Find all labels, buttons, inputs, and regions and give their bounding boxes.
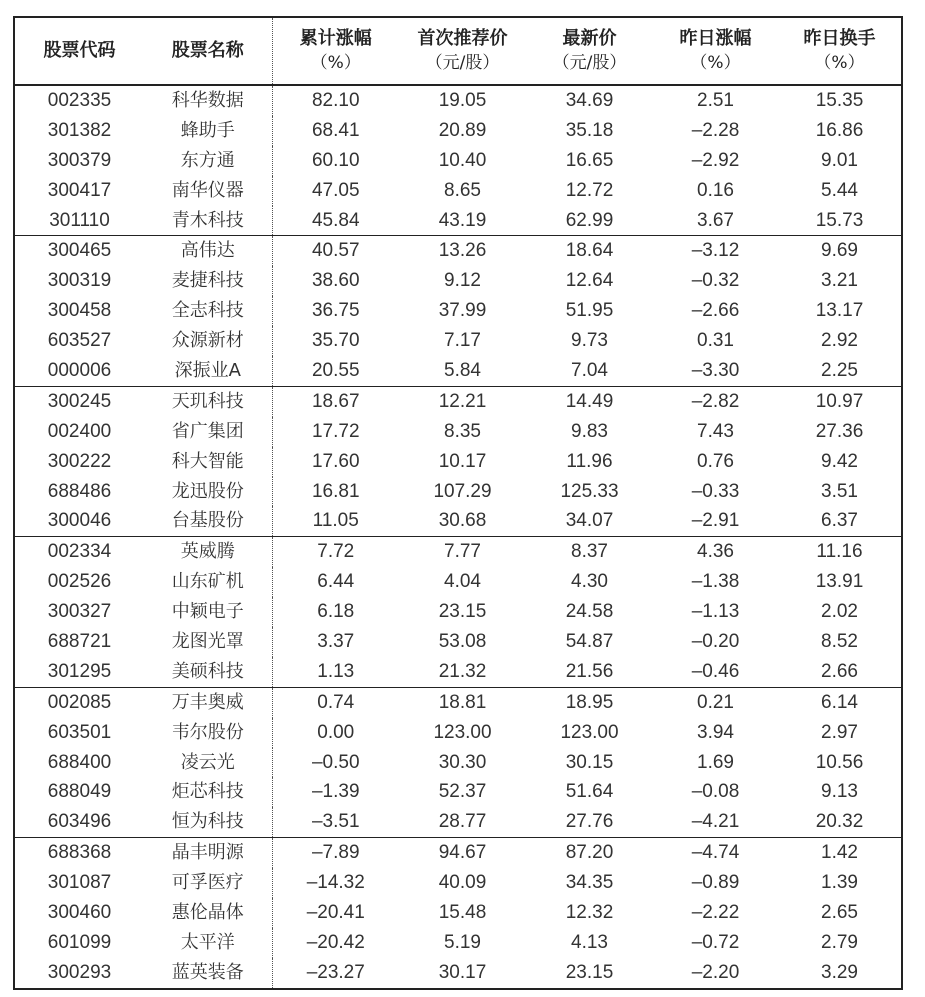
stock-name-cell: 凌云光 bbox=[144, 748, 272, 778]
cumulative-gain-cell: –7.89 bbox=[311, 842, 360, 864]
yesterday-change-cell: 0.21 bbox=[697, 691, 734, 713]
table-row bbox=[14, 537, 902, 567]
cumulative-gain-cell: 45.84 bbox=[272, 206, 399, 236]
stock-name-cell: 科大智能 bbox=[144, 447, 272, 477]
yesterday-turnover-cell: 6.37 bbox=[778, 506, 902, 536]
yesterday-turnover-cell: 1.39 bbox=[821, 872, 858, 894]
stock-name-cell: 万丰奥威 bbox=[144, 687, 272, 717]
yesterday-turnover-cell: 10.97 bbox=[815, 390, 864, 412]
stock-name-cell: 科华数据 bbox=[144, 85, 272, 116]
first-recommend-price-cell: 5.84 bbox=[399, 356, 526, 386]
table-row bbox=[14, 176, 902, 206]
first-recommend-price-cell: 40.09 bbox=[438, 872, 487, 894]
table-row bbox=[14, 146, 902, 176]
stock-name-cell: 太平洋 bbox=[144, 928, 272, 958]
stock-name-cell: 山东矿机 bbox=[144, 567, 272, 597]
table-row bbox=[14, 567, 902, 597]
yesterday-turnover-cell: 27.36 bbox=[815, 420, 864, 442]
yesterday-change-cell: 3.94 bbox=[697, 721, 734, 743]
yesterday-change-cell: –2.91 bbox=[653, 506, 778, 536]
header-label: 首次推荐价 bbox=[417, 28, 508, 49]
yesterday-change-cell: –3.12 bbox=[691, 240, 740, 262]
stock-name-cell: 中颖电子 bbox=[144, 597, 272, 627]
header-label: 股票名称 bbox=[171, 40, 244, 61]
latest-price-cell: 54.87 bbox=[565, 630, 614, 652]
table-row bbox=[14, 477, 902, 507]
yesterday-turnover-cell: 15.35 bbox=[815, 89, 864, 111]
yesterday-turnover-cell: 3.21 bbox=[821, 270, 858, 292]
stock-code-cell: 300379 bbox=[47, 149, 112, 171]
stock-name-cell: 东方通 bbox=[144, 146, 272, 176]
yesterday-change-cell: –1.38 bbox=[691, 571, 740, 593]
stock-code-cell: 300319 bbox=[47, 270, 112, 292]
latest-price-cell: 11.96 bbox=[566, 450, 613, 472]
cumulative-gain-cell: –20.41 bbox=[306, 901, 365, 923]
first-recommend-price-cell: 37.99 bbox=[438, 300, 487, 322]
header-label: 股票代码 bbox=[43, 40, 116, 61]
cumulative-gain-cell: 18.67 bbox=[311, 390, 360, 412]
latest-price-cell: 87.20 bbox=[565, 842, 614, 864]
cumulative-gain-cell: 68.41 bbox=[311, 119, 360, 141]
yesterday-turnover-cell: 11.16 bbox=[816, 541, 863, 563]
stock-name-cell: 麦捷科技 bbox=[144, 266, 272, 296]
latest-price-cell: 62.99 bbox=[526, 206, 653, 236]
yesterday-change-cell: 2.51 bbox=[697, 89, 734, 111]
latest-price-cell: 34.69 bbox=[565, 89, 614, 111]
stock-code-cell: 688721 bbox=[47, 630, 112, 652]
latest-price-cell: 12.72 bbox=[565, 179, 614, 201]
stock-name-cell: 南华仪器 bbox=[144, 176, 272, 206]
table-row bbox=[14, 657, 902, 687]
first-recommend-price-cell: 30.17 bbox=[438, 961, 487, 983]
first-recommend-price-cell: 52.37 bbox=[438, 781, 487, 803]
stock-code-cell: 301382 bbox=[47, 119, 112, 141]
first-recommend-price-cell: 18.81 bbox=[438, 691, 487, 713]
yesterday-change-cell: –2.92 bbox=[691, 149, 740, 171]
yesterday-change-cell: 4.36 bbox=[697, 541, 734, 563]
cumulative-gain-cell: 6.18 bbox=[317, 601, 355, 623]
table-row bbox=[14, 356, 902, 386]
header-cumulative-gain bbox=[272, 17, 399, 85]
cumulative-gain-cell: 1.13 bbox=[272, 657, 399, 687]
stock-name-cell: 青木科技 bbox=[144, 206, 272, 236]
yesterday-turnover-cell: 10.56 bbox=[815, 751, 864, 773]
header-label: 昨日涨幅 bbox=[679, 28, 752, 49]
table-row bbox=[14, 748, 902, 778]
yesterday-change-cell: 3.67 bbox=[653, 206, 778, 236]
cumulative-gain-cell: 17.60 bbox=[311, 450, 360, 472]
stock-name-cell: 天玑科技 bbox=[144, 386, 272, 416]
latest-price-cell: 125.33 bbox=[560, 480, 619, 502]
header-unit: （%） bbox=[690, 53, 741, 73]
header-label: 最新价 bbox=[562, 28, 617, 49]
cumulative-gain-cell: 40.57 bbox=[311, 240, 360, 262]
yesterday-change-cell: –2.20 bbox=[691, 961, 740, 983]
table-body bbox=[14, 85, 902, 989]
cumulative-gain-cell: 6.44 bbox=[317, 571, 355, 593]
latest-price-cell: 12.32 bbox=[565, 901, 614, 923]
cumulative-gain-cell: –1.39 bbox=[311, 781, 360, 803]
yesterday-turnover-cell: 3.29 bbox=[821, 961, 858, 983]
header-first-recommend-price bbox=[399, 17, 526, 85]
table-row bbox=[14, 838, 902, 868]
yesterday-turnover-cell: 3.51 bbox=[821, 480, 858, 502]
table-row bbox=[14, 627, 902, 657]
table-row bbox=[14, 266, 902, 296]
first-recommend-price-cell: 19.05 bbox=[438, 89, 487, 111]
yesterday-turnover-cell: 9.42 bbox=[821, 450, 858, 472]
yesterday-turnover-cell: 2.97 bbox=[821, 721, 858, 743]
header-stock-code bbox=[14, 17, 144, 85]
header-unit: （%） bbox=[814, 53, 865, 73]
first-recommend-price-cell: 12.21 bbox=[438, 390, 487, 412]
stock-code-cell: 000006 bbox=[14, 356, 144, 386]
stock-code-cell: 002085 bbox=[47, 691, 112, 713]
stock-code-cell: 603501 bbox=[47, 721, 112, 743]
first-recommend-price-cell: 30.30 bbox=[438, 751, 487, 773]
cumulative-gain-cell: 11.05 bbox=[272, 506, 399, 536]
latest-price-cell: 8.37 bbox=[571, 541, 608, 563]
yesterday-change-cell: –0.33 bbox=[691, 480, 740, 502]
table-row bbox=[14, 386, 902, 416]
table-row bbox=[14, 958, 902, 989]
cumulative-gain-cell: 16.81 bbox=[311, 480, 360, 502]
stock-code-cell: 601099 bbox=[47, 931, 112, 953]
table-row bbox=[14, 718, 902, 748]
table-row bbox=[14, 687, 902, 717]
header-unit: （元/股） bbox=[552, 53, 627, 73]
stock-code-cell: 300417 bbox=[47, 179, 112, 201]
stock-code-cell: 002526 bbox=[47, 571, 112, 593]
stock-name-cell: 蓝英装备 bbox=[144, 958, 272, 989]
latest-price-cell: 34.07 bbox=[526, 506, 653, 536]
first-recommend-price-cell: 5.19 bbox=[444, 931, 481, 953]
table-row bbox=[14, 807, 902, 837]
first-recommend-price-cell: 10.40 bbox=[438, 149, 487, 171]
stock-code-cell: 300327 bbox=[47, 601, 112, 623]
yesterday-turnover-cell: 2.25 bbox=[778, 356, 902, 386]
latest-price-cell: 34.35 bbox=[565, 872, 614, 894]
header-label: 累计涨幅 bbox=[299, 28, 372, 49]
stock-code-cell: 301110 bbox=[14, 206, 144, 236]
cumulative-gain-cell: 82.10 bbox=[311, 89, 360, 111]
latest-price-cell: 35.18 bbox=[565, 119, 614, 141]
yesterday-change-cell: 0.16 bbox=[697, 179, 734, 201]
first-recommend-price-cell: 7.17 bbox=[444, 330, 481, 352]
stock-code-cell: 688400 bbox=[47, 751, 112, 773]
yesterday-change-cell: –2.22 bbox=[691, 901, 740, 923]
latest-price-cell: 27.76 bbox=[526, 807, 653, 837]
latest-price-cell: 21.56 bbox=[526, 657, 653, 687]
latest-price-cell: 4.13 bbox=[571, 931, 608, 953]
yesterday-turnover-cell: 8.52 bbox=[821, 630, 858, 652]
yesterday-change-cell: 0.76 bbox=[697, 450, 734, 472]
cumulative-gain-cell: 38.60 bbox=[311, 270, 360, 292]
yesterday-turnover-cell: 9.01 bbox=[821, 149, 858, 171]
yesterday-change-cell: 7.43 bbox=[697, 420, 734, 442]
first-recommend-price-cell: 21.32 bbox=[399, 657, 526, 687]
stock-name-cell: 美硕科技 bbox=[144, 657, 272, 687]
stock-code-cell: 603496 bbox=[14, 807, 144, 837]
yesterday-change-cell: –0.32 bbox=[691, 270, 740, 292]
cumulative-gain-cell: 47.05 bbox=[311, 179, 360, 201]
yesterday-change-cell: 0.31 bbox=[697, 330, 734, 352]
latest-price-cell: 7.04 bbox=[526, 356, 653, 386]
stock-name-cell: 晶丰明源 bbox=[144, 838, 272, 868]
yesterday-change-cell: –0.46 bbox=[653, 657, 778, 687]
yesterday-turnover-cell: 2.02 bbox=[821, 601, 858, 623]
yesterday-turnover-cell: 2.65 bbox=[821, 901, 858, 923]
table-row bbox=[14, 206, 902, 236]
yesterday-turnover-cell: 13.91 bbox=[815, 571, 864, 593]
cumulative-gain-cell: 35.70 bbox=[311, 330, 360, 352]
first-recommend-price-cell: 123.00 bbox=[433, 721, 492, 743]
stock-name-cell: 惠伦晶体 bbox=[144, 898, 272, 928]
cumulative-gain-cell: –20.42 bbox=[306, 931, 365, 953]
latest-price-cell: 24.58 bbox=[565, 601, 614, 623]
latest-price-cell: 16.65 bbox=[565, 149, 614, 171]
table-row bbox=[14, 417, 902, 447]
table-row bbox=[14, 326, 902, 356]
first-recommend-price-cell: 8.65 bbox=[444, 179, 481, 201]
first-recommend-price-cell: 13.26 bbox=[438, 240, 487, 262]
header-row bbox=[14, 17, 902, 85]
cumulative-gain-cell: 60.10 bbox=[311, 149, 360, 171]
table-row bbox=[14, 85, 902, 116]
stock-code-cell: 300460 bbox=[47, 901, 112, 923]
yesterday-change-cell: –1.13 bbox=[691, 601, 740, 623]
header-stock-name bbox=[144, 17, 272, 85]
first-recommend-price-cell: 7.77 bbox=[444, 541, 481, 563]
first-recommend-price-cell: 20.89 bbox=[438, 119, 487, 141]
stock-code-cell: 002400 bbox=[47, 420, 112, 442]
table-row bbox=[14, 236, 902, 266]
yesterday-change-cell: –2.66 bbox=[691, 300, 740, 322]
yesterday-turnover-cell: 5.44 bbox=[821, 179, 858, 201]
latest-price-cell: 51.64 bbox=[565, 781, 614, 803]
yesterday-turnover-cell: 2.79 bbox=[821, 931, 858, 953]
latest-price-cell: 18.64 bbox=[565, 240, 614, 262]
cumulative-gain-cell: 7.72 bbox=[317, 541, 355, 563]
yesterday-change-cell: –0.72 bbox=[691, 931, 740, 953]
stock-code-cell: 603527 bbox=[47, 330, 112, 352]
first-recommend-price-cell: 107.29 bbox=[433, 480, 492, 502]
stock-code-cell: 002335 bbox=[47, 89, 112, 111]
stock-code-cell: 300293 bbox=[47, 961, 112, 983]
stock-code-cell: 688486 bbox=[47, 480, 112, 502]
first-recommend-price-cell: 53.08 bbox=[438, 630, 487, 652]
yesterday-change-cell: –4.21 bbox=[653, 807, 778, 837]
yesterday-change-cell: –4.74 bbox=[691, 842, 740, 864]
cumulative-gain-cell: 36.75 bbox=[311, 300, 360, 322]
yesterday-turnover-cell: 9.13 bbox=[821, 781, 858, 803]
stock-name-cell: 恒为科技 bbox=[144, 807, 272, 837]
first-recommend-price-cell: 8.35 bbox=[444, 420, 481, 442]
yesterday-turnover-cell: 1.42 bbox=[821, 842, 858, 864]
first-recommend-price-cell: 30.68 bbox=[399, 506, 526, 536]
yesterday-turnover-cell: 20.32 bbox=[778, 807, 902, 837]
stock-code-cell: 688368 bbox=[47, 842, 112, 864]
stock-code-cell: 300465 bbox=[47, 240, 112, 262]
stock-name-cell: 英威腾 bbox=[144, 537, 272, 567]
table-row bbox=[14, 597, 902, 627]
latest-price-cell: 12.64 bbox=[565, 270, 614, 292]
stock-code-cell: 300245 bbox=[47, 390, 112, 412]
yesterday-turnover-cell: 2.66 bbox=[778, 657, 902, 687]
latest-price-cell: 23.15 bbox=[565, 961, 614, 983]
cumulative-gain-cell: –14.32 bbox=[306, 872, 365, 894]
latest-price-cell: 18.95 bbox=[565, 691, 614, 713]
cumulative-gain-cell: –23.27 bbox=[306, 961, 365, 983]
first-recommend-price-cell: 28.77 bbox=[399, 807, 526, 837]
stock-name-cell: 可孚医疗 bbox=[144, 868, 272, 898]
table-row bbox=[14, 928, 902, 958]
header-yesterday-turnover bbox=[778, 17, 902, 85]
stock-code-cell: 002334 bbox=[47, 541, 112, 563]
yesterday-change-cell: –2.28 bbox=[691, 119, 740, 141]
stock-code-cell: 301087 bbox=[47, 872, 112, 894]
yesterday-turnover-cell: 16.86 bbox=[815, 119, 864, 141]
latest-price-cell: 9.73 bbox=[571, 330, 608, 352]
header-unit: （%） bbox=[310, 53, 361, 73]
cumulative-gain-cell: 3.37 bbox=[317, 630, 355, 652]
cumulative-gain-cell: 20.55 bbox=[272, 356, 399, 386]
stock-code-cell: 300046 bbox=[14, 506, 144, 536]
header-yesterday-change bbox=[653, 17, 778, 85]
table-row bbox=[14, 116, 902, 146]
first-recommend-price-cell: 43.19 bbox=[399, 206, 526, 236]
yesterday-change-cell: 1.69 bbox=[697, 751, 734, 773]
latest-price-cell: 4.30 bbox=[571, 571, 608, 593]
stock-name-cell: 龙图光罩 bbox=[144, 627, 272, 657]
stock-name-cell: 龙迅股份 bbox=[144, 477, 272, 507]
latest-price-cell: 51.95 bbox=[565, 300, 614, 322]
stock-recommendation-table bbox=[13, 16, 903, 990]
yesterday-turnover-cell: 15.73 bbox=[778, 206, 902, 236]
first-recommend-price-cell: 23.15 bbox=[438, 601, 487, 623]
latest-price-cell: 123.00 bbox=[560, 721, 619, 743]
stock-code-cell: 300458 bbox=[47, 300, 112, 322]
stock-name-cell: 深振业A bbox=[144, 356, 272, 386]
latest-price-cell: 9.83 bbox=[571, 420, 608, 442]
first-recommend-price-cell: 4.04 bbox=[444, 571, 481, 593]
stock-name-cell: 众源新材 bbox=[144, 326, 272, 356]
cumulative-gain-cell: –0.50 bbox=[311, 751, 360, 773]
yesterday-turnover-cell: 6.14 bbox=[821, 691, 858, 713]
yesterday-change-cell: –0.08 bbox=[691, 781, 740, 803]
stock-name-cell: 台基股份 bbox=[144, 506, 272, 536]
header-unit: （元/股） bbox=[425, 53, 500, 73]
stock-name-cell: 省广集团 bbox=[144, 417, 272, 447]
yesterday-change-cell: –3.30 bbox=[653, 356, 778, 386]
cumulative-gain-cell: 0.74 bbox=[317, 691, 355, 713]
table-header bbox=[14, 17, 902, 85]
first-recommend-price-cell: 10.17 bbox=[438, 450, 487, 472]
table-row bbox=[14, 868, 902, 898]
stock-code-cell: 688049 bbox=[47, 781, 112, 803]
yesterday-turnover-cell: 2.92 bbox=[821, 330, 858, 352]
table-row bbox=[14, 447, 902, 477]
table-row bbox=[14, 898, 902, 928]
yesterday-turnover-cell: 13.17 bbox=[815, 300, 864, 322]
yesterday-change-cell: –0.89 bbox=[691, 872, 740, 894]
stock-code-cell: 300222 bbox=[47, 450, 112, 472]
latest-price-cell: 30.15 bbox=[565, 751, 614, 773]
stock-name-cell: 全志科技 bbox=[144, 296, 272, 326]
stock-name-cell: 高伟达 bbox=[144, 236, 272, 266]
first-recommend-price-cell: 94.67 bbox=[438, 842, 487, 864]
stock-name-cell: 蜂助手 bbox=[144, 116, 272, 146]
stock-name-cell: 韦尔股份 bbox=[144, 718, 272, 748]
table-row bbox=[14, 296, 902, 326]
stock-name-cell: 炬芯科技 bbox=[144, 777, 272, 807]
header-label: 昨日换手 bbox=[803, 28, 876, 49]
latest-price-cell: 14.49 bbox=[565, 390, 614, 412]
cumulative-gain-cell: 17.72 bbox=[311, 420, 360, 442]
first-recommend-price-cell: 9.12 bbox=[444, 270, 481, 292]
cumulative-gain-cell: –3.51 bbox=[272, 807, 399, 837]
yesterday-change-cell: –0.20 bbox=[691, 630, 740, 652]
first-recommend-price-cell: 15.48 bbox=[438, 901, 487, 923]
header-latest-price bbox=[526, 17, 653, 85]
yesterday-turnover-cell: 9.69 bbox=[821, 240, 858, 262]
cumulative-gain-cell: 0.00 bbox=[317, 721, 355, 743]
table-row bbox=[14, 506, 902, 536]
stock-code-cell: 301295 bbox=[14, 657, 144, 687]
table-row bbox=[14, 777, 902, 807]
yesterday-change-cell: –2.82 bbox=[691, 390, 740, 412]
